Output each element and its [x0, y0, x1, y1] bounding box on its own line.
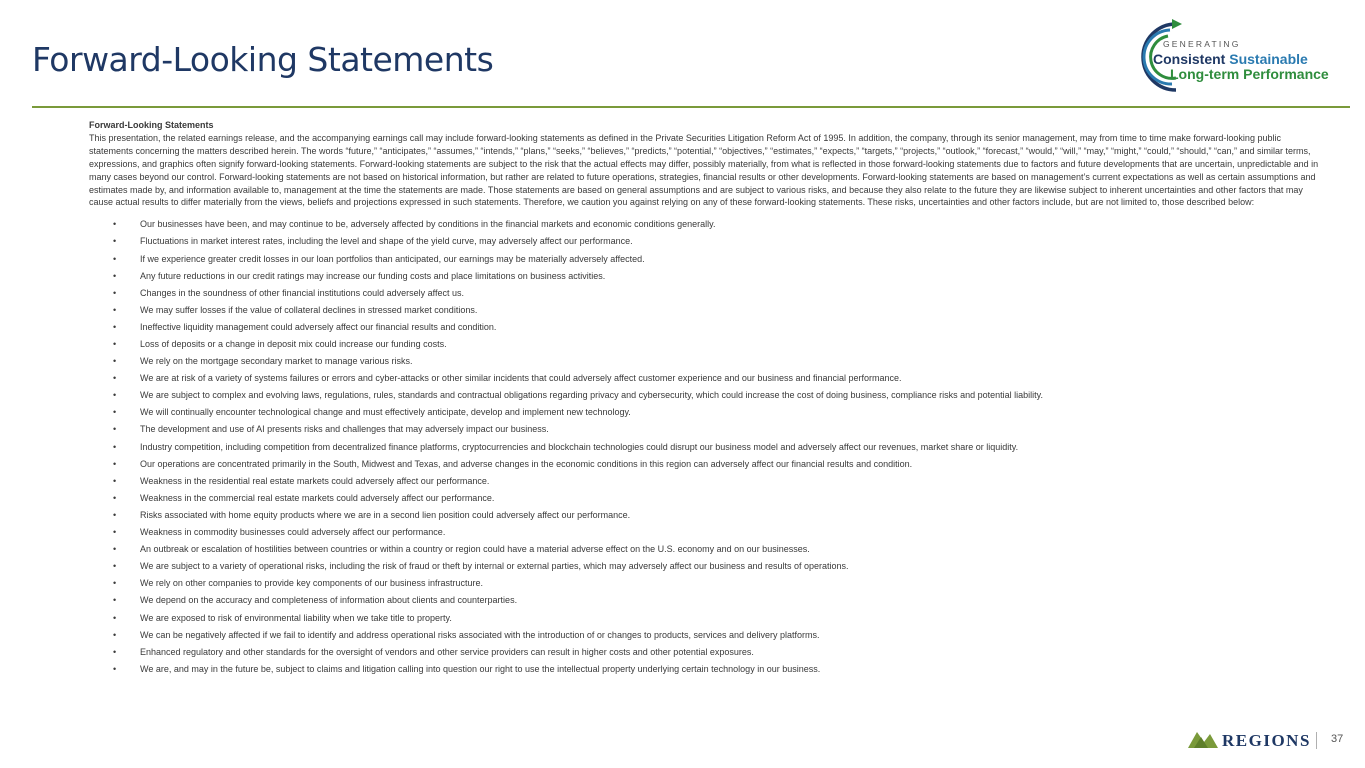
section-heading: Forward-Looking Statements: [89, 120, 214, 130]
bullet-marker: •: [113, 612, 117, 623]
risk-factor-item: [89, 627, 1324, 644]
risk-factor-text: Ineffective liquidity management could adversely affect our financial results and condition.: [140, 321, 497, 332]
risk-factor-item: [89, 268, 1324, 285]
footer-separator: [1316, 732, 1317, 749]
risk-factor-item: [89, 370, 1324, 387]
bullet-marker: •: [113, 321, 117, 332]
bullet-marker: •: [113, 561, 117, 572]
risk-factor-item: [89, 404, 1324, 421]
bullet-marker: •: [113, 629, 117, 640]
risk-factor-text: We are at risk of a variety of systems failures or errors and cyber-attacks or other similar incidents that could adversely affect customer experience and our business and financial performance.: [140, 373, 902, 384]
bullet-marker: •: [113, 663, 117, 674]
risk-factor-text: We can be negatively affected if we fail to identify and address operational risks associated with the introduction of or changes to products, services and delivery platforms.: [140, 629, 820, 640]
bullet-marker: •: [113, 595, 117, 606]
logo-generating-text: GENERATING: [1163, 39, 1241, 49]
logo-line-1: [1153, 51, 1308, 67]
bullet-marker: •: [113, 407, 117, 418]
bullet-marker: •: [113, 339, 117, 349]
regions-pyramid-icon: [1188, 728, 1218, 750]
risk-factor-text: Enhanced regulatory and other standards for the oversight of vendors and other service providers can result in higher costs and other potential exposures.: [140, 646, 754, 657]
risk-factor-item: [89, 353, 1324, 370]
risk-factor-text: An outbreak or escalation of hostilities between countries or within a country or region could have a material adverse effect on the U.S. economy and on our businesses.: [140, 544, 810, 555]
risk-factor-text: Any future reductions in our credit ratings may increase our funding costs and place limitations on business activities.: [140, 270, 606, 281]
logo-consistent: Consistent: [1153, 51, 1226, 67]
risk-factor-list: [89, 216, 1324, 678]
risk-factor-text: Our businesses have been, and may continue to be, adversely affected by conditions in the financial markets and economic conditions generally.: [140, 219, 716, 230]
regions-logo: [1188, 728, 1313, 750]
bullet-marker: •: [113, 356, 117, 367]
page-number: 37: [1331, 733, 1344, 745]
risk-factor-text: We are subject to complex and evolving laws, regulations, rules, standards and contractual obligations regarding privacy and cybersecurity, which could increase the cost of doing business, compliance risks and potential liability.: [140, 390, 1043, 401]
risk-factor-text: Industry competition, including competition from decentralized finance platforms, cryptocurrencies and blockchain technologies could disrupt our business model and adversely affect our revenues, market share or liquidity.: [140, 441, 1019, 452]
risk-factor-text: Weakness in the residential real estate markets could adversely affect our performance.: [140, 475, 490, 486]
risk-factor-item: [89, 319, 1324, 336]
risk-factor-text: We are, and may in the future be, subject to claims and litigation calling into question our right to use the intellectual property underlying certain technology in our business.: [140, 663, 821, 674]
risk-factor-text: We will continually encounter technological change and must effectively anticipate, develop and implement new technology.: [140, 407, 631, 418]
page-title: Forward-Looking Statements: [32, 40, 494, 79]
logo-line-2: Long-term Performance: [1170, 66, 1329, 82]
bullet-marker: •: [113, 492, 117, 503]
forward-looking-content: [89, 119, 1324, 678]
risk-factor-item: [89, 387, 1324, 404]
risk-factor-text: The development and use of AI presents risks and challenges that may adversely impact our business.: [140, 424, 549, 435]
risk-factor-text: We may suffer losses if the value of collateral declines in stressed market conditions.: [140, 304, 478, 315]
bullet-marker: •: [113, 441, 117, 452]
bullet-marker: •: [113, 509, 117, 520]
risk-factor-item: [89, 524, 1324, 541]
bullet-marker: •: [113, 270, 117, 281]
risk-factor-item: [89, 473, 1324, 490]
bullet-marker: •: [113, 646, 117, 657]
risk-factor-item: [89, 507, 1324, 524]
risk-factor-item: [89, 285, 1324, 302]
risk-factor-text: We rely on the mortgage secondary market to manage various risks.: [140, 356, 413, 367]
bullet-marker: •: [113, 544, 117, 555]
risk-factor-item: [89, 490, 1324, 507]
bullet-marker: •: [113, 527, 117, 538]
risk-factor-text: Weakness in commodity businesses could adversely affect our performance.: [140, 527, 446, 538]
bullet-marker: •: [113, 458, 117, 469]
risk-factor-text: If we experience greater credit losses in our loan portfolios than anticipated, our earnings may be materially adversely affected.: [140, 253, 645, 264]
bullet-marker: •: [113, 578, 117, 589]
risk-factor-text: We are exposed to risk of environmental liability when we take title to property.: [140, 612, 452, 623]
risk-factor-text: Fluctuations in market interest rates, including the level and shape of the yield curve, may adversely affect our performance.: [140, 236, 633, 247]
risk-factor-item: [89, 233, 1324, 250]
risk-factor-item: [89, 610, 1324, 627]
risk-factor-text: We depend on the accuracy and completeness of information about clients and counterparties.: [140, 595, 518, 606]
risk-factor-item: [89, 592, 1324, 609]
header-divider: [32, 106, 1350, 108]
risk-factor-text: We are subject to a variety of operational risks, including the risk of fraud or theft by internal or external parties, which may adversely affect our business and results of operations.: [140, 561, 849, 572]
risk-factor-item: [89, 541, 1324, 558]
bullet-marker: •: [113, 304, 117, 315]
bullet-marker: •: [113, 219, 117, 230]
risk-factor-item: [89, 661, 1324, 678]
risk-factor-item: [89, 575, 1324, 592]
risk-factor-item: [89, 336, 1324, 353]
risk-factor-item: [89, 439, 1324, 456]
risk-factor-item: [89, 456, 1324, 473]
risk-factor-item: [89, 644, 1324, 661]
bullet-marker: •: [113, 475, 117, 486]
risk-factor-text: Our operations are concentrated primarily in the South, Midwest and Texas, and adverse changes in the economic conditions in this region can adversely affect our financial results and condition.: [140, 458, 913, 469]
risk-factor-item: [89, 216, 1324, 233]
generating-performance-logo: [1132, 18, 1347, 96]
bullet-marker: •: [113, 287, 117, 298]
risk-factor-text: Loss of deposits or a change in deposit mix could increase our funding costs.: [140, 339, 447, 349]
bullet-marker: •: [113, 373, 117, 384]
risk-factor-item: [89, 302, 1324, 319]
bullet-marker: •: [113, 236, 117, 247]
risk-factor-item: [89, 251, 1324, 268]
bullet-marker: •: [113, 253, 117, 264]
risk-factor-item: [89, 421, 1324, 438]
bullet-marker: •: [113, 424, 117, 435]
logo-sustainable: Sustainable: [1229, 51, 1308, 67]
risk-factor-item: [89, 558, 1324, 575]
risk-factor-text: Weakness in the commercial real estate markets could adversely affect our performance.: [140, 492, 495, 503]
risk-factor-text: Changes in the soundness of other financial institutions could adversely affect us.: [140, 287, 465, 298]
risk-factor-text: We rely on other companies to provide key components of our business infrastructure.: [140, 578, 484, 589]
bullet-marker: •: [113, 390, 117, 401]
risk-factor-text: Risks associated with home equity products where we are in a second lien position could adversely affect our performance.: [140, 509, 631, 520]
intro-paragraph: This presentation, the related earnings release, and the accompanying earnings call may include forward-looking statements as defined in the Private Securities Litigation Reform Act of 1995. In addition, the company, through its senior management, may from time to time make forward-looking public statements concerning the matters described herein. The words “future,” “anticipates,” “assumes,” “intends,” “plans,” “seeks,” “believes,” “predicts,” “potential,” “objectives,” “estimates,” “expects,” “targets,” “projects,” “outlook,” “forecast,” “would,” “will,” “may,” “might,” “could,” “should,” “can,” and similar terms, expressions, and graphics often signify forward-looking statements. Forward-looking statements are subject to the risk that the actual effects may differ, possibly materially, from what is reflected in those forward-looking statements due to factors and future developments that are uncertain, unpredictable and in many cases beyond our control. Forward-looking statements are not based on historical information, but rather are related to future operations, strategies, financial results or other developments. Forward-looking statements are based on management’s current expectations as well as certain assumptions and estimates made by, and information available to, management at the time the statements are made. Those statements are based on general assumptions and are subject to various risks, and because they also relate to the future they are likewise subject to inherent uncertainties and other factors that may cause actual results to differ materially from the views, beliefs and projections expressed in such statements. Therefore, we caution you against relying on any of these forward-looking statements. These risks, uncertainties and other factors include, but are not limited to, those described below:: [89, 132, 1319, 208]
regions-wordmark: REGIONS: [1222, 731, 1311, 750]
